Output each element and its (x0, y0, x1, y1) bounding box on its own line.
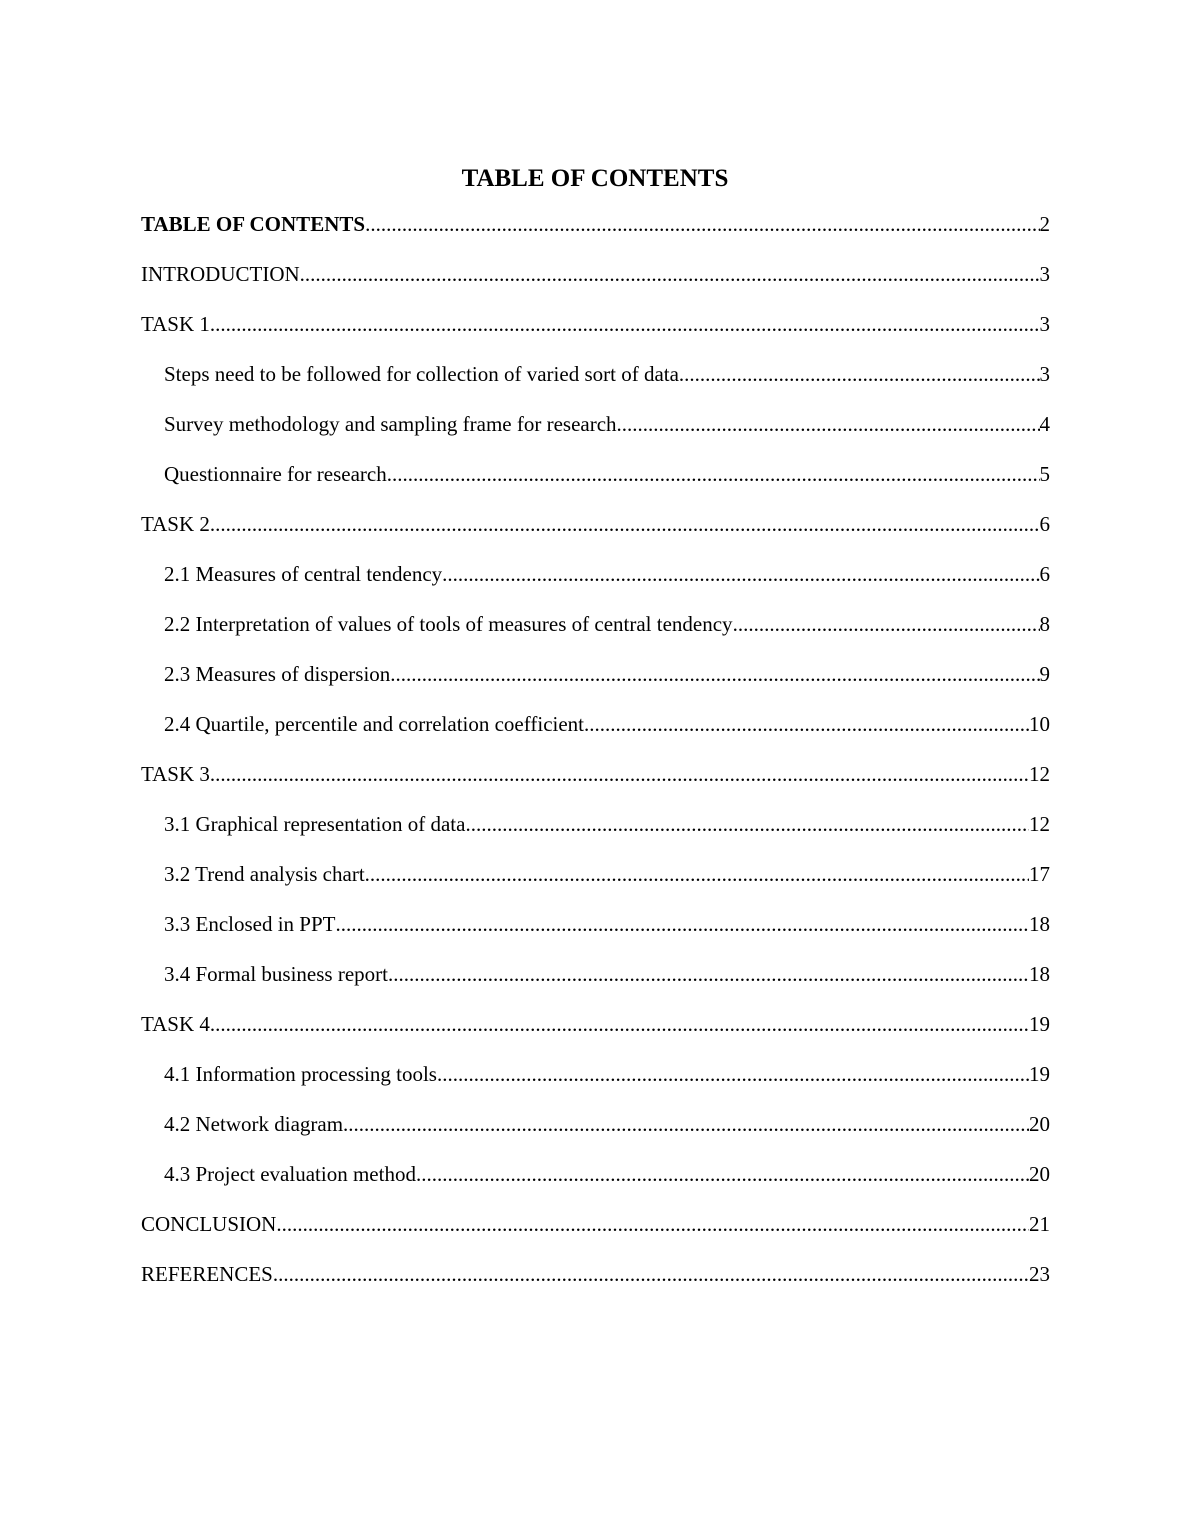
toc-dot-leader (365, 858, 1029, 890)
toc-dot-leader (336, 908, 1030, 940)
toc-entry-label: 2.3 Measures of dispersion (164, 662, 391, 686)
toc-entry[interactable] (141, 908, 1050, 958)
toc-dot-leader (679, 358, 1040, 390)
toc-entry[interactable] (141, 1058, 1050, 1108)
toc-entry[interactable] (141, 258, 1050, 308)
toc-entry-page: 3 (1039, 312, 1050, 336)
toc-entry[interactable] (141, 358, 1050, 408)
toc-entry[interactable] (141, 658, 1050, 708)
page-title: TABLE OF CONTENTS (461, 165, 729, 192)
toc-entry[interactable] (141, 1208, 1050, 1258)
toc-entry[interactable] (141, 1158, 1050, 1208)
toc-entry-page: 4 (1039, 412, 1050, 436)
toc-entry-page: 12 (1029, 812, 1050, 836)
toc-entry-page: 20 (1029, 1112, 1050, 1136)
toc-entry-label: 4.3 Project evaluation method (164, 1162, 416, 1186)
toc-entry-label: 3.4 Formal business report (164, 962, 388, 986)
toc-dot-leader (276, 1208, 1029, 1240)
toc-dot-leader (210, 308, 1040, 340)
toc-entry[interactable] (141, 1008, 1050, 1058)
toc-entry[interactable] (141, 758, 1050, 808)
toc-dot-leader (584, 708, 1029, 740)
toc-entry-page: 6 (1039, 512, 1050, 536)
toc-entry[interactable] (141, 558, 1050, 608)
toc-entry-label: 2.2 Interpretation of values of tools of measures of central tendency (164, 612, 733, 636)
toc-entry-label: REFERENCES (141, 1262, 273, 1286)
toc-entry-label: Steps need to be followed for collection of varied sort of data (164, 362, 679, 386)
toc-entry-page: 23 (1029, 1262, 1050, 1286)
toc-dot-leader (273, 1258, 1029, 1290)
toc-entry-page: 9 (1039, 662, 1050, 686)
toc-entry-page: 3 (1039, 362, 1050, 386)
toc-dot-leader (388, 958, 1029, 990)
toc-entry-page: 19 (1029, 1062, 1050, 1086)
toc-entry[interactable] (141, 808, 1050, 858)
toc-entry-label: TASK 2 (141, 512, 210, 536)
toc-dot-leader (390, 658, 1039, 690)
toc-dot-leader (416, 1158, 1029, 1190)
toc-dot-leader (210, 1008, 1029, 1040)
toc-dot-leader (387, 458, 1040, 490)
toc-dot-leader (210, 758, 1029, 790)
toc-entry-page: 18 (1029, 962, 1050, 986)
toc-entry-label: 4.2 Network diagram (164, 1112, 344, 1136)
toc-entry[interactable] (141, 208, 1050, 258)
toc-entry-page: 19 (1029, 1012, 1050, 1036)
toc-entry-page: 12 (1029, 762, 1050, 786)
toc-entry-page: 10 (1029, 712, 1050, 736)
toc-entry-label: TABLE OF CONTENTS (141, 212, 366, 236)
toc-entry-page: 17 (1029, 862, 1050, 886)
toc-entry[interactable] (141, 708, 1050, 758)
toc-entry-page: 18 (1029, 912, 1050, 936)
toc-dot-leader (343, 1108, 1029, 1140)
toc-entry[interactable] (141, 858, 1050, 908)
toc-entry-label: TASK 1 (141, 312, 210, 336)
toc-entry-label: 3.1 Graphical representation of data (164, 812, 466, 836)
toc-entry[interactable] (141, 958, 1050, 1008)
toc-entry-label: Questionnaire for research (164, 462, 387, 486)
toc-entry[interactable] (141, 308, 1050, 358)
toc-entry-page: 2 (1039, 212, 1050, 236)
toc-entry-page: 8 (1039, 612, 1050, 636)
toc-entry-label: 2.1 Measures of central tendency (164, 562, 443, 586)
toc-dot-leader (733, 608, 1040, 640)
toc-entry-label: INTRODUCTION (141, 262, 300, 286)
toc-list (141, 208, 1050, 1308)
toc-entry[interactable] (141, 1258, 1050, 1308)
toc-dot-leader (300, 258, 1040, 290)
toc-entry-page: 5 (1039, 462, 1050, 486)
toc-dot-leader (365, 208, 1039, 240)
toc-entry-label: 2.4 Quartile, percentile and correlation coefficient (164, 712, 584, 736)
toc-entry-label: 3.3 Enclosed in PPT (164, 912, 336, 936)
toc-dot-leader (465, 808, 1029, 840)
toc-entry-label: 4.1 Information processing tools (164, 1062, 437, 1086)
toc-entry-page: 3 (1039, 262, 1050, 286)
toc-dot-leader (617, 408, 1040, 440)
toc-dot-leader (437, 1058, 1029, 1090)
toc-entry[interactable] (141, 608, 1050, 658)
toc-entry-page: 20 (1029, 1162, 1050, 1186)
toc-entry[interactable] (141, 1108, 1050, 1158)
toc-dot-leader (210, 508, 1040, 540)
toc-entry-label: TASK 3 (141, 762, 210, 786)
toc-entry[interactable] (141, 408, 1050, 458)
toc-entry[interactable] (141, 458, 1050, 508)
toc-entry-page: 6 (1039, 562, 1050, 586)
toc-entry-label: CONCLUSION (141, 1212, 277, 1236)
toc-entry-label: Survey methodology and sampling frame for research (164, 412, 617, 436)
toc-entry[interactable] (141, 508, 1050, 558)
toc-dot-leader (442, 558, 1039, 590)
toc-entry-page: 21 (1029, 1212, 1050, 1236)
toc-entry-label: 3.2 Trend analysis chart (164, 862, 365, 886)
toc-entry-label: TASK 4 (141, 1012, 210, 1036)
